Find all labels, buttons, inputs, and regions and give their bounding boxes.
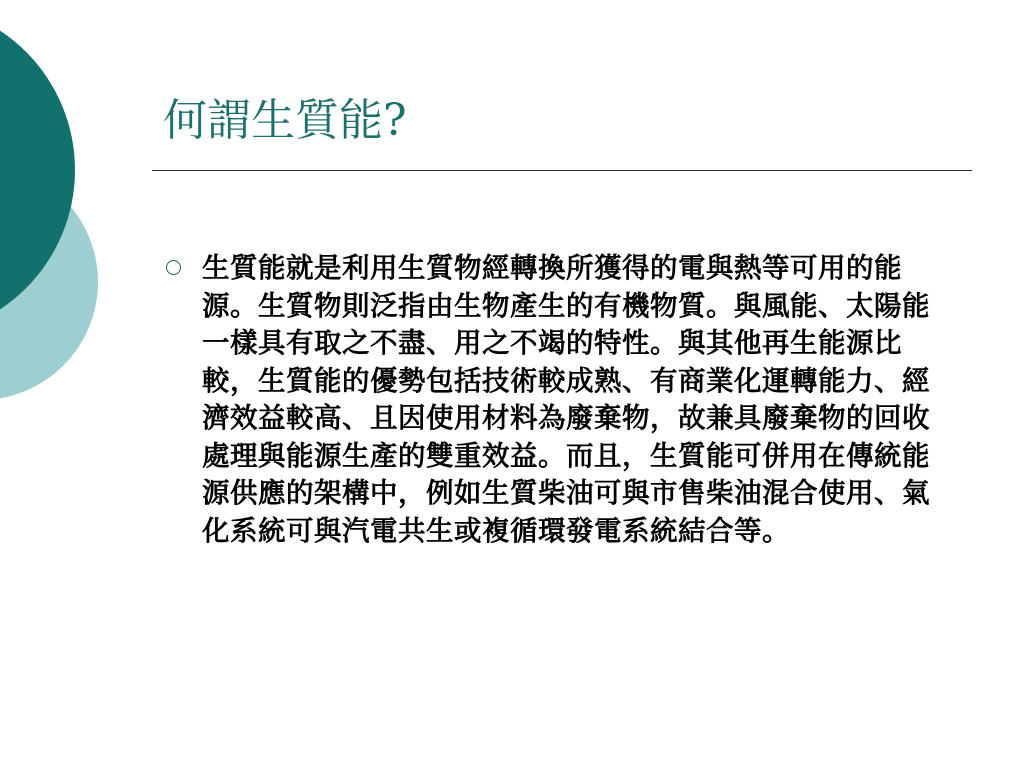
bullet-text: 生質能就是利用生質物經轉換所獲得的電與熱等可用的能源。生質物則泛指由生物產生的有機物質。與風能、太陽能一樣具有取之不盡、用之不竭的特性。與其他再生能源比較，生質能的優勢包括技術較成熟、有商業化運轉能力、經濟效益較高、且因使用材料為廢棄物，故兼具廢棄物的回收處理與能源生產的雙重效益。而且，生質能可併用在傳統能源供應的架構中，例如生質柴油可與市售柴油混合使用、氣化系統可與汽電共生或複循環發電系統結合等。 [202,252,930,547]
slide-title: 何謂生質能? [163,95,407,146]
bullet-circle-icon [166,260,181,275]
decorative-circles [0,0,130,420]
title-divider [152,170,972,171]
bullet-item [166,250,966,550]
